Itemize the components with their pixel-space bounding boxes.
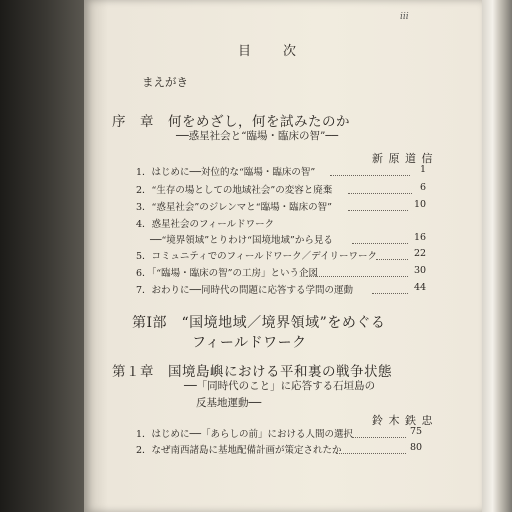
toc-entry-page: 6	[420, 182, 427, 193]
book-right-edge	[482, 0, 512, 512]
toc-entry	[136, 248, 377, 262]
prologue-author: 新 原 道 信	[372, 152, 434, 165]
toc-entry-label: 2．“生存の場としての地域社会”の変容と廃棄	[136, 185, 333, 196]
part-heading-line1: 第Ⅰ部 “国境地域／境界領域”をめぐる	[132, 315, 386, 331]
toc-entry-page: 10	[414, 199, 427, 210]
toc-entry-label: 6．「“臨場・臨床の智”の工房」という企図	[136, 268, 319, 279]
toc-entry-page: 22	[414, 248, 427, 259]
toc-entry	[136, 216, 274, 230]
toc-entry	[136, 282, 353, 296]
dot-leader	[352, 436, 406, 438]
dot-leader	[348, 209, 408, 211]
prologue-subtitle: ──惑星社会と“臨場・臨床の智”──	[176, 130, 339, 142]
chapter-subtitle-line1: ──「同時代のこと」に応答する石垣島の	[184, 380, 376, 392]
page-title: 目 次	[238, 44, 299, 59]
toc-entry-label: 5．コミュニティでのフィールドワーク／デイリーワーク	[136, 251, 377, 262]
toc-entry-page: 80	[410, 442, 423, 453]
toc-entry-page: 1	[420, 164, 427, 175]
toc-entry	[136, 182, 332, 196]
dot-leader	[306, 275, 408, 277]
toc-entry-page: 30	[414, 265, 427, 276]
toc-entry-label: 1．はじめに──対位的な“臨場・臨床の智”	[136, 167, 316, 178]
toc-entry-label: 3．“惑星社会”のジレンマと“臨場・臨床の智”	[136, 202, 332, 213]
toc-entry	[136, 265, 318, 279]
toc-entry	[136, 199, 332, 213]
toc-entry-page: 16	[414, 232, 427, 243]
chapter-heading: 第１章 国境島嶼における平和裏の戦争状態	[112, 364, 392, 380]
toc-entry-label: 1．はじめに──「あらしの前」における人間の選択	[136, 429, 353, 440]
book-gutter-shadow	[0, 0, 84, 512]
dot-leader	[372, 292, 408, 294]
dot-leader	[352, 242, 408, 244]
toc-entry	[136, 442, 342, 456]
toc-entry-label: 7．おわりに──同時代の問題に応答する学問の運動	[136, 285, 353, 296]
toc-entry-page: 44	[414, 282, 427, 293]
toc-entry-label: 4．惑星社会のフィールドワーク	[136, 219, 275, 230]
chapter-subtitle-line2: 反基地運動──	[196, 397, 262, 409]
toc-entry	[150, 232, 333, 246]
dot-leader	[348, 192, 412, 194]
part-heading-line2: フィールドワーク	[192, 335, 307, 351]
toc-entry-label: 2．なぜ南西諸島に基地配備計画が策定されたか	[136, 445, 342, 456]
chapter-author: 鈴 木 鉄 忠	[372, 414, 434, 427]
preface-entry: まえがき	[142, 75, 188, 89]
toc-entry	[136, 164, 315, 178]
dot-leader	[330, 174, 410, 176]
page-number: iii	[400, 12, 409, 22]
dot-leader	[336, 452, 406, 454]
prologue-heading: 序 章 何をめざし，何を試みたのか	[112, 114, 350, 130]
toc-entry	[136, 426, 353, 440]
toc-entry-page: 75	[410, 426, 423, 437]
dot-leader	[376, 258, 408, 260]
toc-entry-label: ──“境界領域”とりわけ“国境地域”から見る	[150, 235, 333, 246]
